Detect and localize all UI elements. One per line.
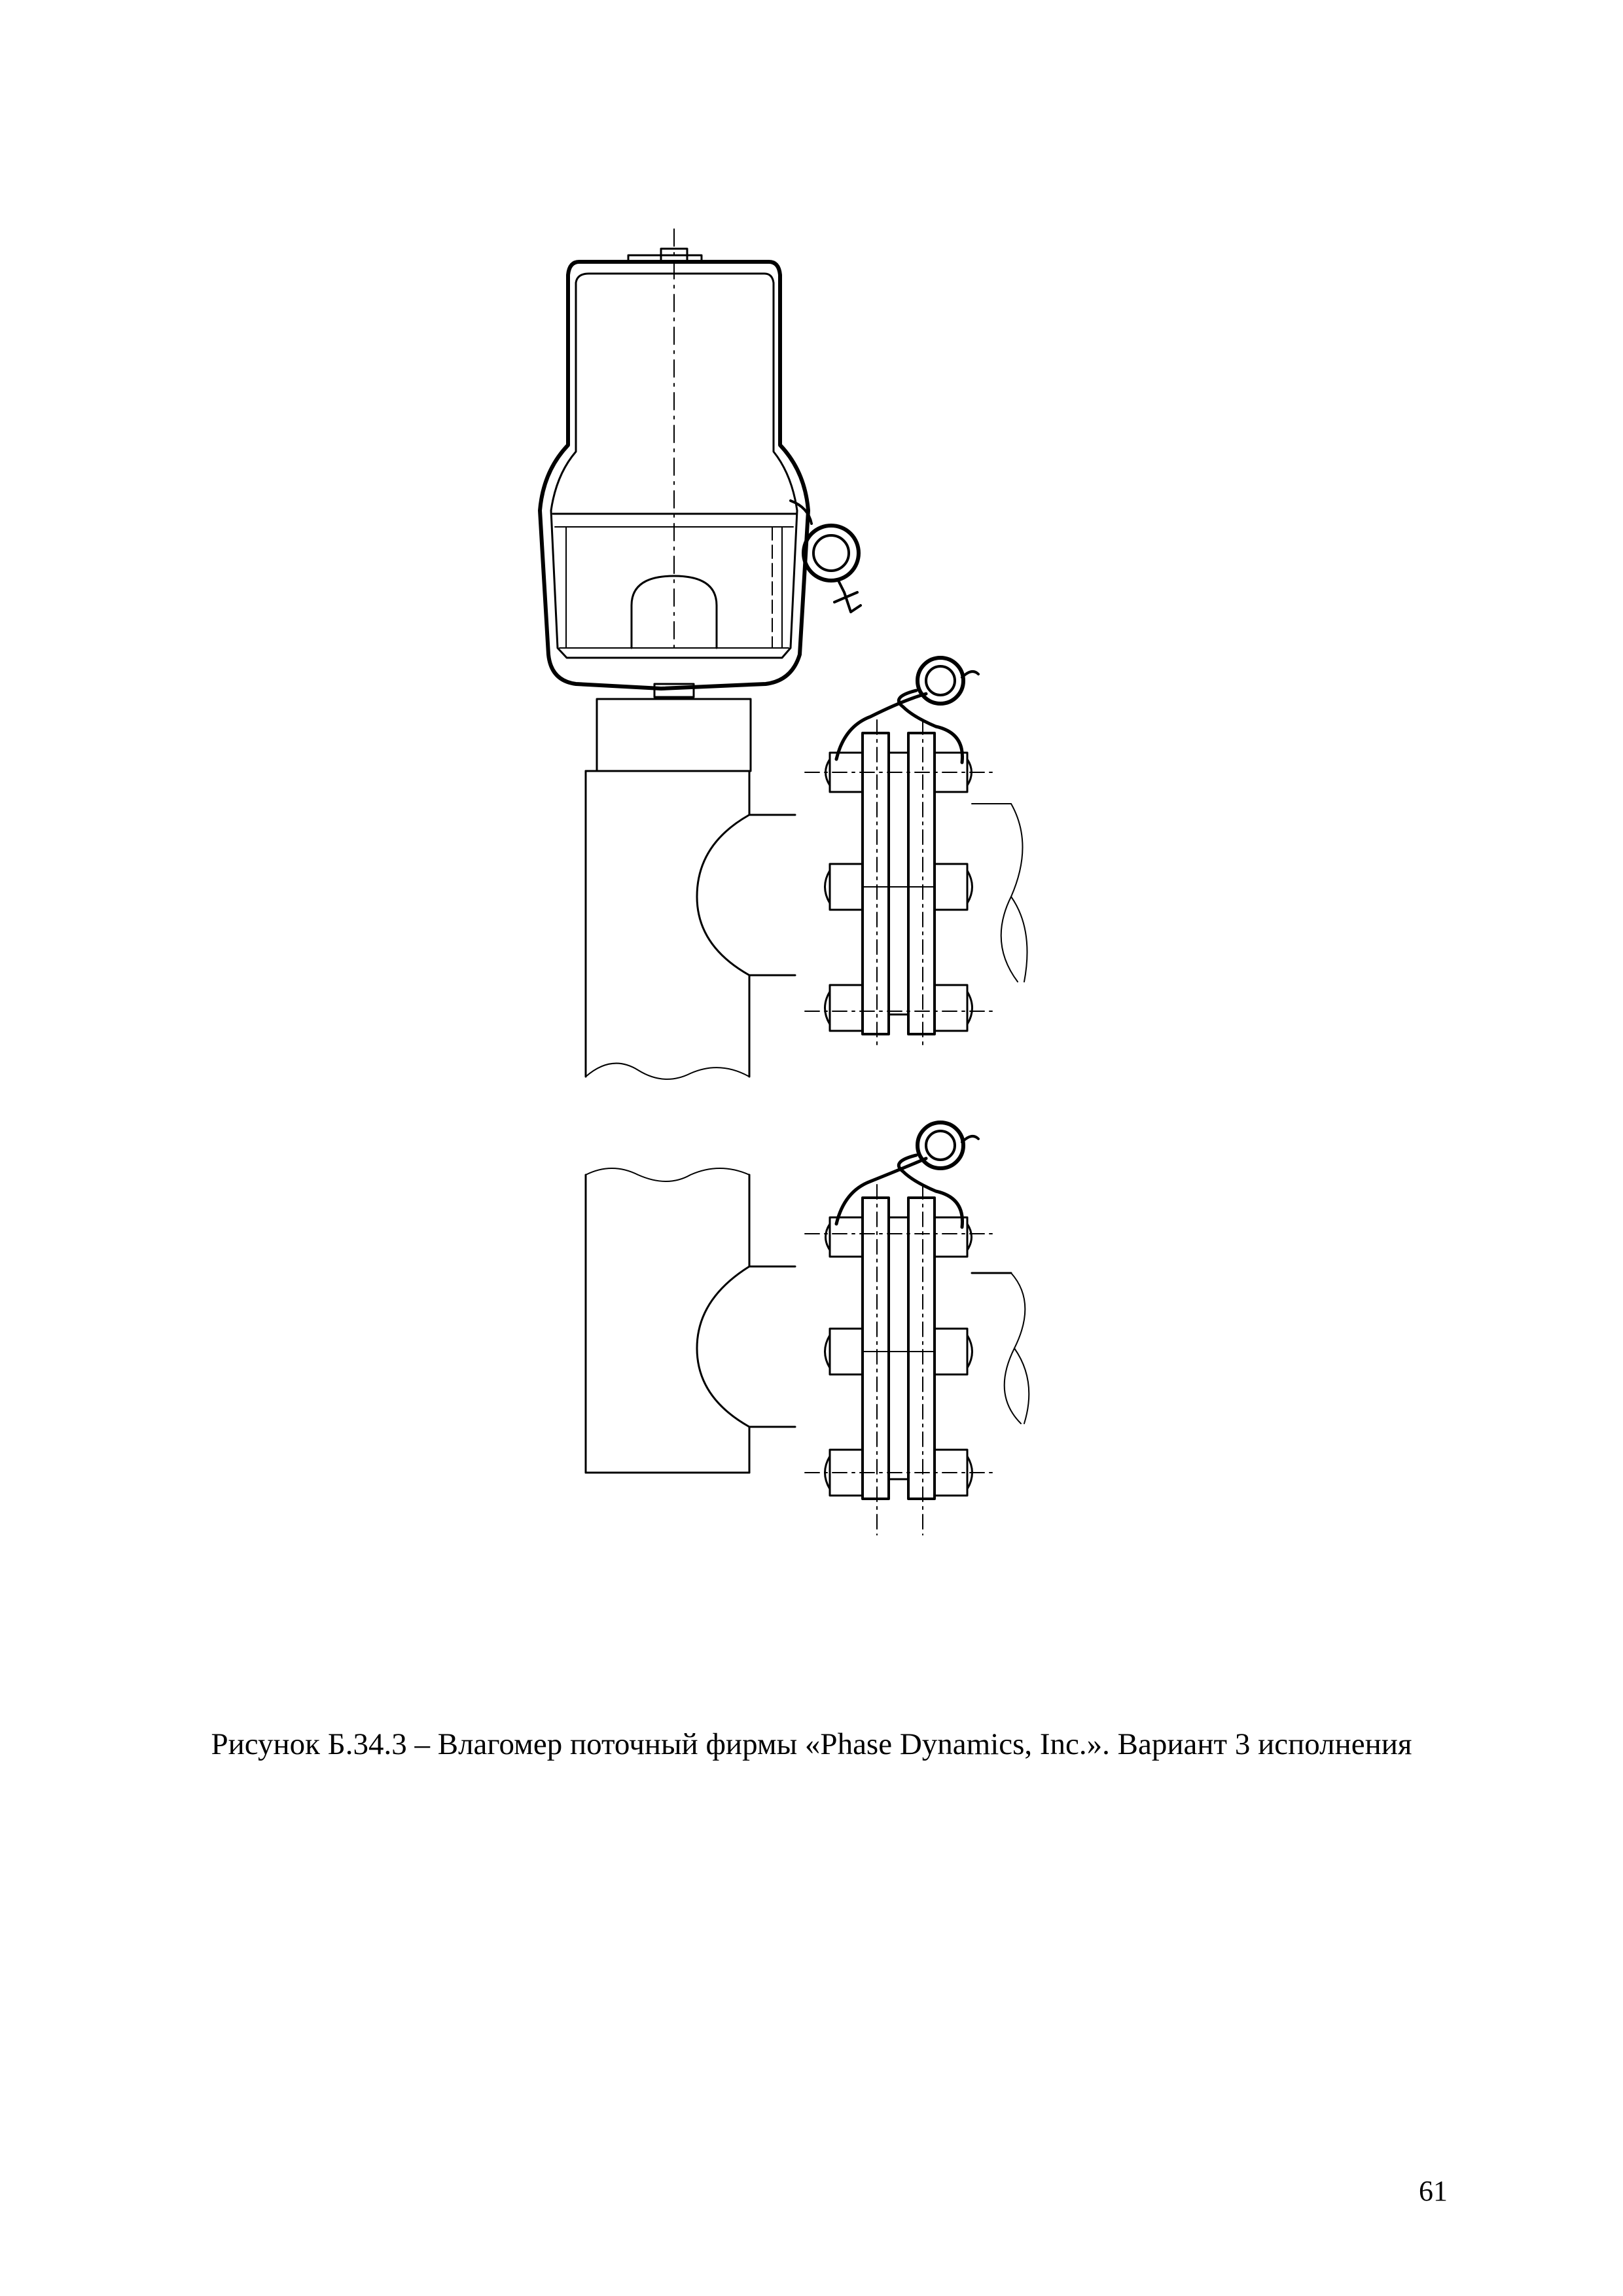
flange-lower	[805, 1122, 995, 1535]
figure-caption: Рисунок Б.34.3 – Влагомер поточный фирмы «Phase Dynamics, Inc.». Вариант 3 исполнения	[211, 1727, 1412, 1761]
page-number: 61	[1419, 2175, 1448, 2207]
flange-upper	[805, 658, 995, 1047]
meter-head	[540, 229, 861, 697]
